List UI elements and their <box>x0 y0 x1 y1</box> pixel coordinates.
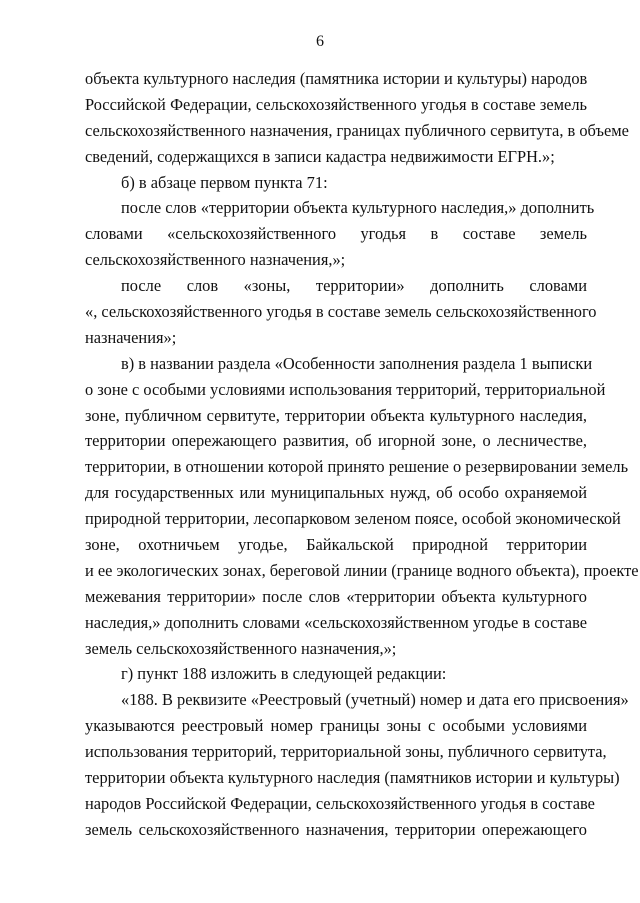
text-line: сведений, содержащихся в записи кадастра недвижимости ЕГРН.»; <box>85 146 555 166</box>
document-body <box>85 66 639 843</box>
text-line: наследия,» дополнить словами «сельскохозяйственном угодье в составе <box>85 612 587 632</box>
text-line: «, сельскохозяйственного угодья в составе земель сельскохозяйственного <box>85 302 597 322</box>
text-line: сельскохозяйственного назначения,»; <box>85 250 346 270</box>
text-line: земель сельскохозяйственного назначения, территории опережающего <box>85 819 587 839</box>
text-line: зоне, охотничьем угодье, Байкальской природной территории <box>85 535 587 555</box>
text-line: назначения»; <box>85 327 177 347</box>
text-line: территории, в отношении которой принято решение о резервировании земель <box>85 457 629 477</box>
text-line: Российской Федерации, сельскохозяйственного угодья в составе земель <box>85 94 587 114</box>
text-line: в) в названии раздела «Особенности заполнения раздела 1 выписки <box>121 353 593 373</box>
text-line: указываются реестровый номер границы зоны с особыми условиями <box>85 716 587 736</box>
text-line: межевания территории» после слов «территории объекта культурного <box>85 586 587 606</box>
text-line: г) пункт 188 изложить в следующей редакции: <box>121 664 447 684</box>
text-line: территории объекта культурного наследия (памятников истории и культуры) <box>85 768 620 788</box>
text-line: и ее экологических зонах, береговой линии (границе водного объекта), проекте <box>85 560 639 580</box>
text-line: зоне, публичном сервитуте, территории объекта культурного наследия, <box>85 405 587 425</box>
text-line: о зоне с особыми условиями использования территорий, территориальной <box>85 379 606 399</box>
text-line: территории опережающего развития, об игорной зоне, о лесничестве, <box>85 431 587 451</box>
text-line: «188. В реквизите «Реестровый (учетный) номер и дата его присвоения» <box>121 690 629 710</box>
text-line: сельскохозяйственного назначения, границах публичного сервитута, в объеме <box>85 120 629 140</box>
text-line: после слов «территории объекта культурного наследия,» дополнить <box>121 198 595 218</box>
text-line: земель сельскохозяйственного назначения,»; <box>85 638 397 658</box>
text-line: использования территорий, территориальной зоны, публичного сервитута, <box>85 742 607 762</box>
text-line: после слов «зоны, территории» дополнить словами <box>121 276 587 296</box>
text-line: объекта культурного наследия (памятника истории и культуры) народов <box>85 69 588 88</box>
text-line: для государственных или муниципальных нужд, об особо охраняемой <box>85 483 587 503</box>
text-line: природной территории, лесопарковом зеленом поясе, особой экономической <box>85 509 621 529</box>
text-line: народов Российской Федерации, сельскохозяйственного угодья в составе <box>85 793 595 813</box>
text-line: б) в абзаце первом пункта 71: <box>121 172 328 192</box>
page-number: 6 <box>316 33 324 50</box>
text-line: словами «сельскохозяйственного угодья в составе земель <box>85 224 587 244</box>
